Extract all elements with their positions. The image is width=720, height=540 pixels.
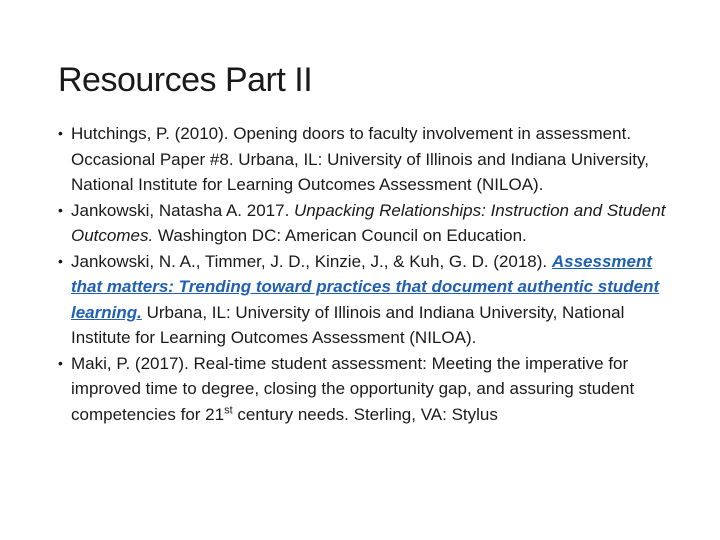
reference-book-title: Unpacking Relationships: Instruction and Student Outcomes. [71,200,666,245]
reference-link[interactable]: Assessment that matters: Trending toward practices that document authentic student learning. [71,251,660,322]
reference-item-hutchings [58,121,670,198]
reference-text-after: century needs. Sterling, VA: Stylus [232,404,498,424]
ordinal-superscript: st [224,403,233,416]
reference-text-after: Urbana, IL: University of Illinois and Indiana University, National Institute for Learning Outcomes Assessment (NILOA). [71,302,625,347]
reference-text-before: Jankowski, Natasha A. 2017. [71,200,295,220]
reference-item-maki [58,351,670,428]
reference-item-jankowski-2018 [58,249,670,351]
reference-text-after: Washington DC: American Council on Education. [153,226,527,245]
reference-text-before: Jankowski, N. A., Timmer, J. D., Kinzie, J., & Kuh, G. D. (2018). [71,251,552,271]
reference-item-jankowski-2017 [58,198,670,249]
reference-list [58,121,670,427]
slide-title: Resources Part II [58,61,313,99]
reference-text: Hutchings, P. (2010). Opening doors to faculty involvement in assessment. Occasional Paper #8. Urbana, IL: University of Illinois and Indiana University, National Institute for Learning Outcomes Assessment (NILOA). [71,124,649,194]
reference-text-before: Maki, P. (2017). Real-time student assessment: Meeting the imperative for improved time to degree, closing the opportunity gap, and assuring student competencies for 21 [71,353,635,424]
